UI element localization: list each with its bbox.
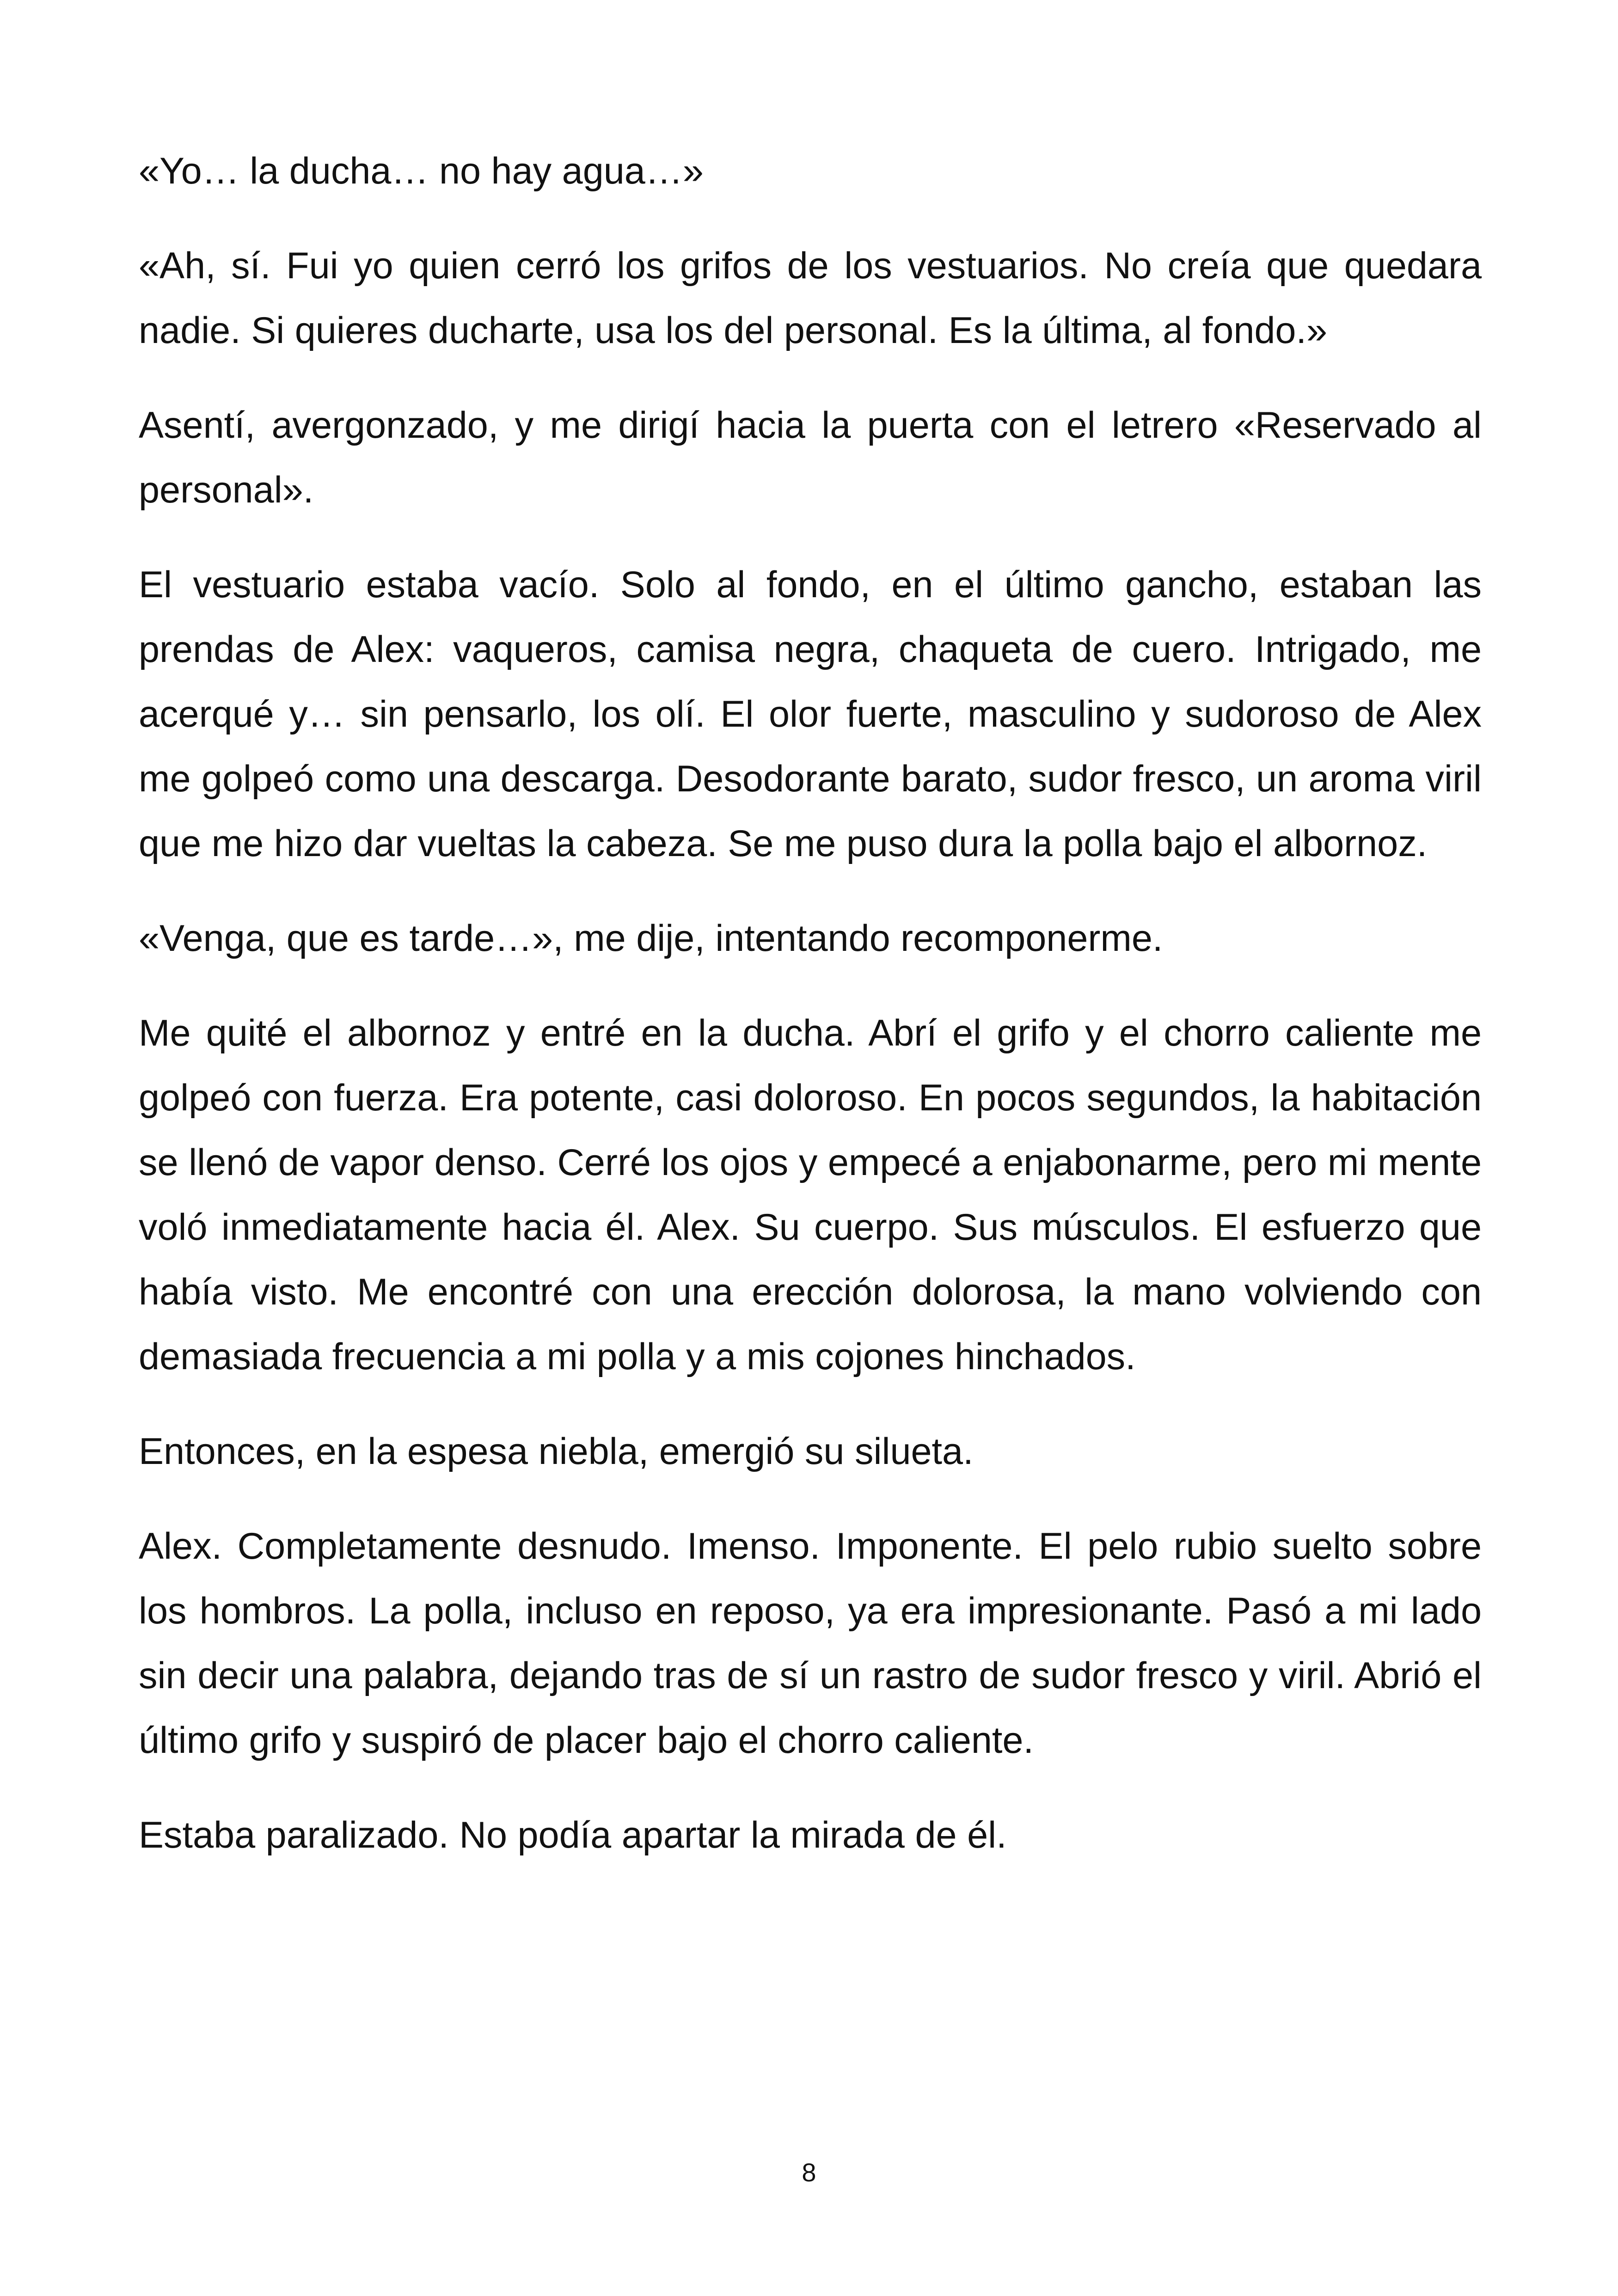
- page-body: [139, 139, 1482, 1898]
- paragraph: «Ah, sí. Fui yo quien cerró los grifos de los vestuarios. No creía que quedara nadie. Si quieres ducharte, usa los del personal. Es la última, al fondo.»: [139, 245, 1482, 351]
- page-number: 8: [802, 2158, 816, 2187]
- paragraph: El vestuario estaba vacío. Solo al fondo, en el último gancho, estaban las prendas de Alex: vaqueros, camisa negra, chaqueta de cuero. Intrigado, me acerqué y… sin pensarlo, los olí. El olor fuerte, masculino y sudoroso de Alex me golpeó como una descarga. Desodorante barato, sudor fresco, un aroma viril que me hizo dar vueltas la cabeza. Se me puso dura la polla bajo el albornoz.: [139, 564, 1482, 864]
- paragraph: «Yo… la ducha… no hay agua…»: [139, 150, 704, 192]
- paragraph: Entonces, en la espesa niebla, emergió su silueta.: [139, 1431, 974, 1472]
- paragraph: Estaba paralizado. No podía apartar la mirada de él.: [139, 1814, 1007, 1856]
- paragraph: Asentí, avergonzado, y me dirigí hacia la puerta con el letrero «Reservado al personal».: [139, 404, 1482, 511]
- paragraph: Alex. Completamente desnudo. Imenso. Imponente. El pelo rubio suelto sobre los hombros. La polla, incluso en reposo, ya era impresionante. Pasó a mi lado sin decir una palabra, dejando tras de sí un rastro de sudor fresco y viril. Abrió el último grifo y suspiró de placer bajo el chorro caliente.: [139, 1525, 1482, 1761]
- paragraph: «Venga, que es tarde…», me dije, intentando recomponerme.: [139, 918, 1163, 959]
- paragraph: Me quité el albornoz y entré en la ducha. Abrí el grifo y el chorro caliente me golpeó con fuerza. Era potente, casi doloroso. En pocos segundos, la habitación se llenó de vapor denso. Cerré los ojos y empecé a enjabonarme, pero mi mente voló inmediatamente hacia él. Alex. Su cuerpo. Sus músculos. El esfuerzo que había visto. Me encontré con una erección dolorosa, la mano volviendo con demasiada frecuencia a mi polla y a mis cojones hinchados.: [139, 1012, 1482, 1378]
